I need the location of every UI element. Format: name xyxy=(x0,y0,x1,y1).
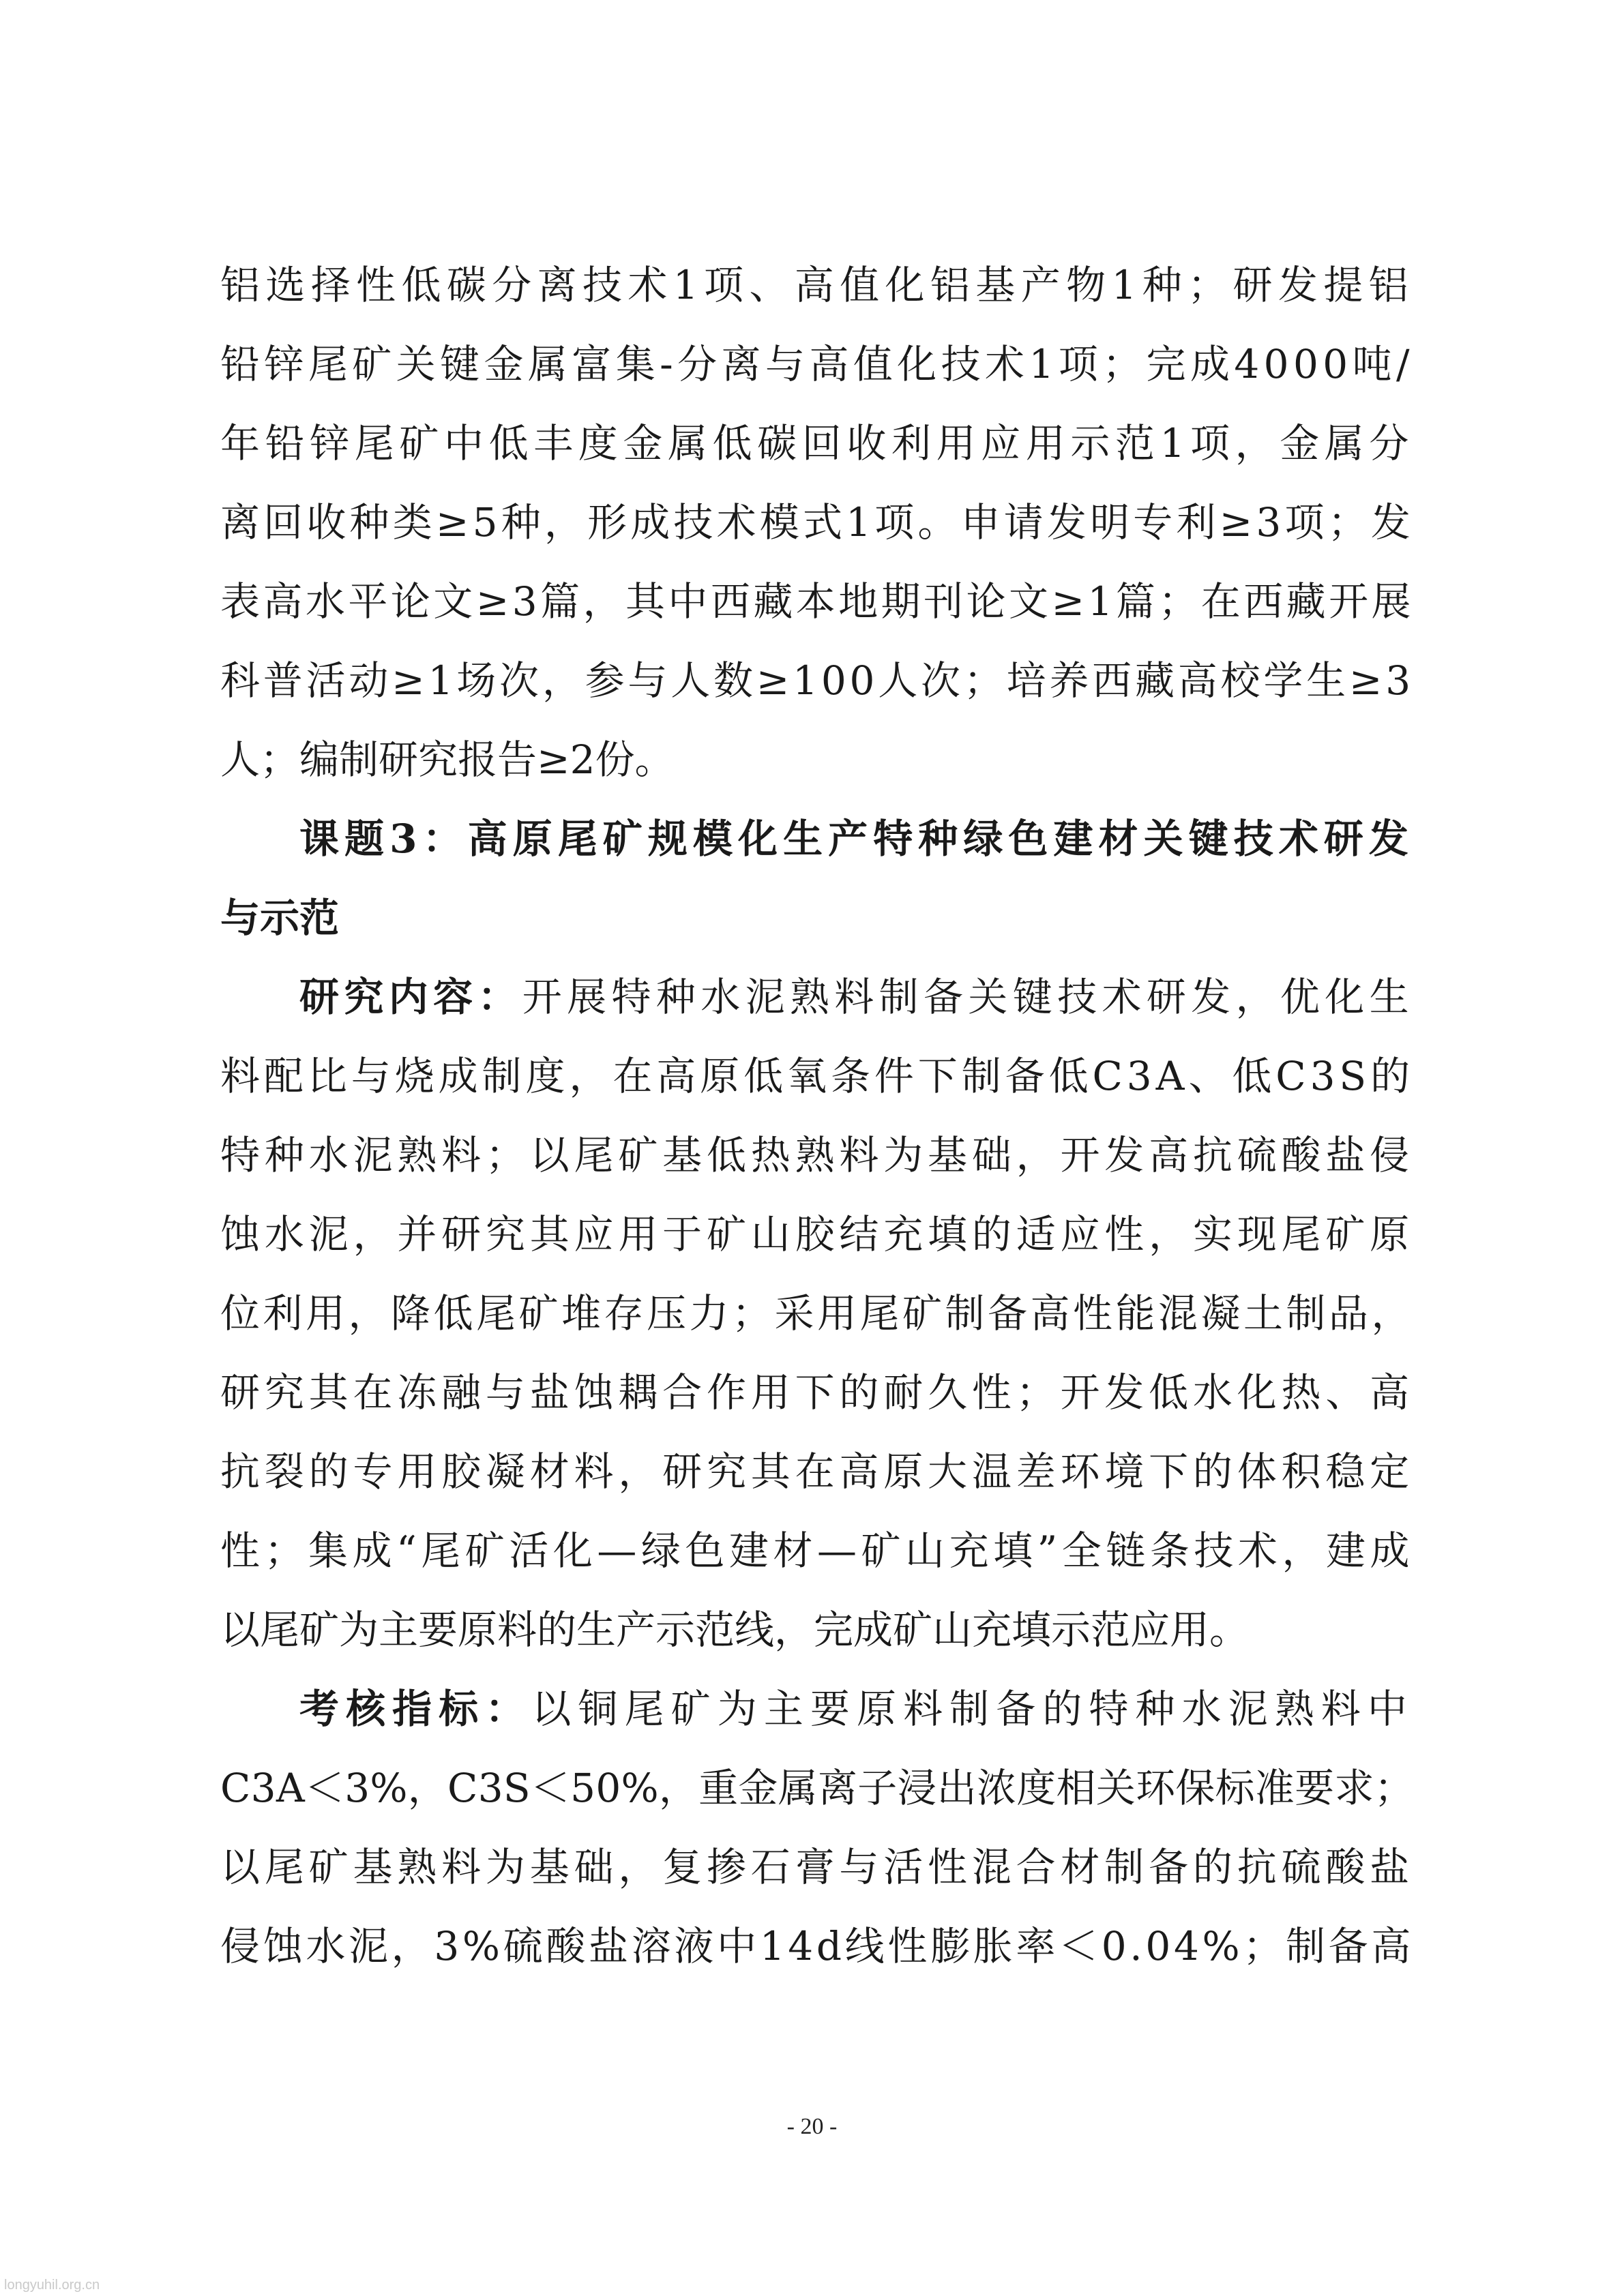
text-line xyxy=(220,957,1414,1037)
line-text: 料配比与烧成制度，在高原低氧条件下制备低C3A、低C3S的 xyxy=(220,1053,1415,1099)
line-text: 离回收种类≥5种，形成技术模式1项。申请发明专利≥3项；发 xyxy=(220,499,1415,546)
line-text: 年铅锌尾矿中低丰度金属低碳回收利用应用示范1项，金属分 xyxy=(220,420,1414,466)
text-line xyxy=(220,325,1414,404)
text-line xyxy=(220,483,1414,562)
body-text xyxy=(220,245,1414,1986)
watermark-text: longyuhil.org.cn xyxy=(4,2278,100,2293)
text-line xyxy=(220,245,1414,325)
line-text: 开展特种水泥熟料制备关键技术研发，优化生 xyxy=(522,974,1414,1020)
text-line xyxy=(220,1432,1414,1511)
line-text: C3A＜3%，C3S＜50%，重金属离子浸出浓度相关环保标准要求； xyxy=(220,1765,1414,1811)
text-line xyxy=(220,641,1414,720)
text-line xyxy=(220,1511,1414,1590)
line-text: 以尾矿基熟料为基础，复掺石膏与活性混合材制备的抗硫酸盐 xyxy=(220,1844,1414,1890)
line-text: 侵蚀水泥，3%硫酸盐溶液中14d线性膨胀率＜0.04%；制备高 xyxy=(220,1923,1414,1969)
text-line xyxy=(220,1037,1414,1116)
text-line xyxy=(220,1669,1414,1748)
text-line xyxy=(220,1195,1414,1274)
line-text: 研究其在冻融与盐蚀耦合作用下的耐久性；开发低水化热、高 xyxy=(220,1369,1414,1416)
line-text: 科普活动≥1场次，参与人数≥100人次；培养西藏高校学生≥3 xyxy=(220,657,1415,704)
line-text: 铝选择性低碳分离技术1项、高值化铝基产物1种；研发提铝 xyxy=(220,262,1414,308)
line-text: 课题3：高原尾矿规模化生产特种绿色建材关键技术研发 xyxy=(299,816,1414,862)
text-line xyxy=(220,720,1414,799)
paragraph-indent xyxy=(220,1669,299,1748)
text-line xyxy=(220,799,1414,878)
text-line xyxy=(220,1116,1414,1195)
line-text: 蚀水泥，并研究其应用于矿山胶结充填的适应性，实现尾矿原 xyxy=(220,1211,1414,1257)
text-line xyxy=(220,1274,1414,1353)
text-line xyxy=(220,1353,1414,1432)
text-line xyxy=(220,404,1414,483)
text-line xyxy=(220,1590,1414,1669)
page-number: - 20 - xyxy=(786,2114,838,2139)
section-label: 考核指标： xyxy=(299,1686,532,1732)
paragraph-indent xyxy=(220,957,299,1037)
line-text: 位利用，降低尾矿堆存压力；采用尾矿制备高性能混凝土制品， xyxy=(220,1290,1414,1337)
line-text: 以铜尾矿为主要原料制备的特种水泥熟料中 xyxy=(531,1686,1414,1732)
text-line xyxy=(220,562,1414,641)
paragraph-indent xyxy=(220,799,299,878)
text-line xyxy=(220,1748,1414,1828)
section-label: 研究内容： xyxy=(299,974,522,1020)
line-text: 铅锌尾矿关键金属富集-分离与高值化技术1项；完成4000吨/ xyxy=(220,341,1414,387)
line-text: 与示范 xyxy=(220,895,340,941)
line-text: 人；编制研究报告≥2份。 xyxy=(220,736,675,783)
text-line xyxy=(220,878,1414,957)
line-text: 性；集成“尾矿活化—绿色建材—矿山充填”全链条技术，建成 xyxy=(220,1527,1415,1574)
line-text: 表高水平论文≥3篇，其中西藏本地期刊论文≥1篇；在西藏开展 xyxy=(220,578,1414,625)
line-text: 抗裂的专用胶凝材料，研究其在高原大温差环境下的体积稳定 xyxy=(220,1448,1414,1495)
text-line xyxy=(220,1907,1414,1986)
line-text: 以尾矿为主要原料的生产示范线，完成矿山充填示范应用。 xyxy=(220,1607,1250,1653)
line-text: 特种水泥熟料；以尾矿基低热熟料为基础，开发高抗硫酸盐侵 xyxy=(220,1132,1414,1178)
text-line xyxy=(220,1828,1414,1907)
